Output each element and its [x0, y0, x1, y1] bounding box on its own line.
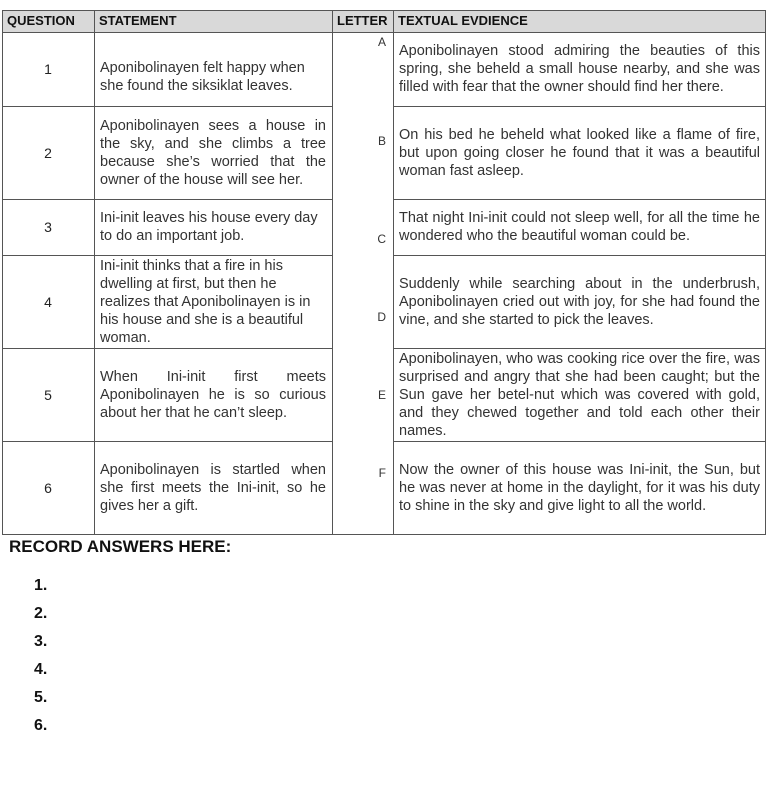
answer-line: 6. [34, 717, 48, 734]
statement-cell [94, 441, 332, 535]
grid-line [2, 32, 766, 33]
statement-text: When Ini-init first meets Aponibolinayen he is so curious about her that he can’t sleep. [100, 368, 326, 421]
statement-text: Ini-init thinks that a fire in his dwelling at first, but then he realizes that Aponibolinayen is in his house and she is a beautiful woman. [100, 257, 311, 346]
question-number: 1 [44, 61, 52, 77]
question-number: 3 [44, 219, 52, 235]
statement-cell [94, 348, 332, 441]
question-number: 4 [44, 293, 52, 310]
grid-line [2, 441, 333, 442]
grid-line [2, 106, 333, 107]
statement-cell [94, 106, 332, 199]
grid-line [393, 348, 766, 349]
statement-text: Ini-init leaves his house every day to do an important job. [100, 210, 318, 244]
grid-line [2, 10, 766, 11]
statement-cell [94, 32, 332, 106]
evidence-text: Aponibolinayen, who was cooking rice over the fire, was surprised and angry that she had been caught; but the Sun gave her betel-nut which was covered with gold, and they chewed together and told each other their names. [399, 350, 760, 439]
question-number: 2 [44, 144, 52, 161]
evidence-cell [393, 106, 766, 199]
grid-line [393, 255, 766, 256]
grid-line [393, 106, 766, 107]
evidence-letter: B [377, 134, 386, 148]
statement-text: Aponibolinayen felt happy when she found the siksiklat leaves. [100, 60, 305, 94]
evidence-cell [393, 32, 766, 106]
evidence-cell [393, 255, 766, 348]
question-number: 6 [44, 480, 52, 496]
evidence-letter: D [377, 310, 386, 324]
grid-line [94, 10, 95, 535]
evidence-letter: A [377, 35, 386, 49]
grid-line [2, 534, 766, 535]
answer-line: 3. [34, 633, 48, 650]
header-question: QUESTION [2, 10, 94, 32]
evidence-text: Aponibolinayen stood admiring the beauties of this spring, she beheld a small house nearby, and she was filled with fear that the owner should find her there. [399, 43, 760, 95]
answer-line: 4. [34, 661, 48, 678]
evidence-text: Suddenly while searching about in the underbrush, Aponibolinayen cried out with joy, for she had found the vine, and she started to pick the leaves. [399, 275, 760, 328]
grid-line [2, 10, 3, 535]
evidence-cell [393, 441, 766, 535]
evidence-cell [393, 348, 766, 441]
evidence-letter: C [377, 232, 386, 246]
statement-text: Aponibolinayen is startled when she first meets the Ini-init, so he gives her a gift. [100, 462, 326, 514]
record-answers-title: RECORD ANSWERS HERE: [9, 537, 232, 556]
header-evidence: TEXTUAL EVDIENCE [393, 10, 766, 32]
question-number: 5 [44, 386, 52, 403]
evidence-cell [393, 199, 766, 255]
grid-line [393, 441, 766, 442]
header-statement: STATEMENT [94, 10, 332, 32]
grid-line [2, 255, 333, 256]
statement-cell [94, 199, 332, 255]
grid-line [2, 348, 333, 349]
grid-line [393, 199, 766, 200]
evidence-letter: F [378, 466, 386, 480]
statement-text: Aponibolinayen sees a house in the sky, and she climbs a tree because she’s worried that the owner of the house will see her. [100, 117, 326, 188]
evidence-letter: E [377, 388, 386, 402]
answer-line: 5. [34, 689, 48, 706]
answer-line: 1. [34, 577, 48, 594]
evidence-text: That night Ini-init could not sleep well, for all the time he wondered who the beautiful woman could be. [399, 210, 760, 244]
answer-line: 2. [34, 605, 48, 622]
evidence-text: Now the owner of this house was Ini-init, the Sun, but he was never at home in the daylight, for it was his duty to shine in the sky and give light to all the world. [399, 462, 760, 514]
grid-line [393, 10, 394, 535]
statement-cell [94, 255, 332, 348]
grid-line [765, 10, 766, 535]
grid-line [2, 199, 333, 200]
header-letter: LETTER [332, 10, 393, 32]
matching-table [2, 10, 766, 535]
evidence-text: On his bed he beheld what looked like a flame of fire, but upon going closer he found that it was a beautiful woman fast asleep. [399, 126, 760, 179]
grid-line [332, 10, 333, 535]
